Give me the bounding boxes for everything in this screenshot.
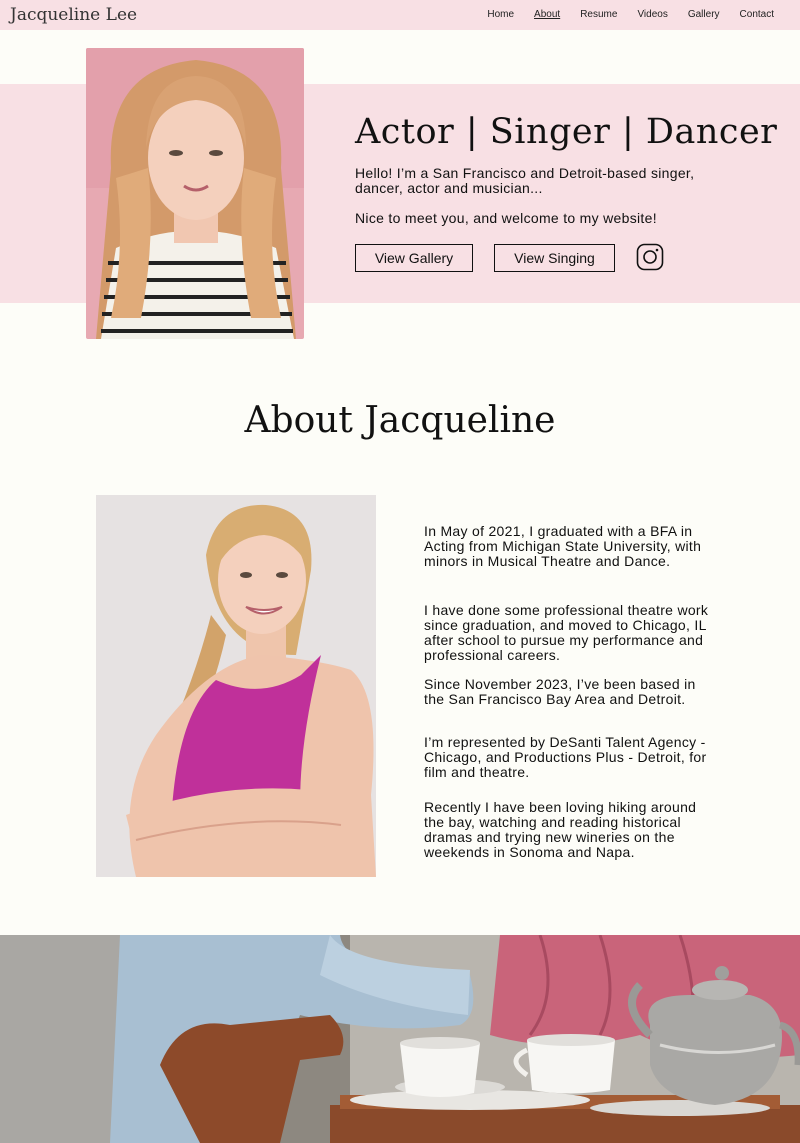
instagram-icon[interactable] xyxy=(636,243,664,271)
nav-about-link[interactable]: About xyxy=(534,9,561,20)
hero-intro-text: Hello! I’m a San Francisco and Detroit-based singer, dancer, actor and musician... xyxy=(355,165,695,196)
nav-menu xyxy=(487,9,774,20)
hero-title: Actor | Singer | Dancer xyxy=(355,112,778,152)
nav-gallery-link[interactable]: Gallery xyxy=(687,9,720,20)
nav-resume-link[interactable]: Resume xyxy=(580,9,618,20)
about-paragraph: Recently I have been loving hiking around the bay, watching and reading historical dramas and trying new wineries on the weekends in Sonoma and Napa. xyxy=(424,799,697,860)
nav-contact-link[interactable]: Contact xyxy=(739,9,774,20)
nav-home-link[interactable]: Home xyxy=(487,9,515,20)
tea-scene-banner-photo xyxy=(0,935,800,1143)
site-brand[interactable]: Jacqueline Lee xyxy=(10,5,138,25)
about-paragraph: I’m represented by DeSanti Talent Agency - Chicago, and Productions Plus - Detroit, for film and theatre. xyxy=(424,734,707,780)
about-paragraph: In May of 2021, I graduated with a BFA in Acting from Michigan State University, with minors in Musical Theatre and Dance. xyxy=(424,523,702,569)
hero-welcome-text: Nice to meet you, and welcome to my website! xyxy=(355,210,657,226)
hero-portrait-photo xyxy=(86,48,304,339)
top-nav xyxy=(0,0,800,30)
nav-videos-link[interactable]: Videos xyxy=(637,9,668,20)
about-heading: About Jacqueline xyxy=(244,400,556,441)
view-singing-button[interactable]: View Singing xyxy=(494,244,615,272)
about-portrait-photo xyxy=(96,495,376,877)
view-gallery-button[interactable]: View Gallery xyxy=(355,244,473,272)
about-paragraph: I have done some professional theatre work since graduation, and moved to Chicago, IL after school to pursue my performance and professional careers. xyxy=(424,602,709,663)
about-paragraph: Since November 2023, I’ve been based in the San Francisco Bay Area and Detroit. xyxy=(424,676,696,707)
